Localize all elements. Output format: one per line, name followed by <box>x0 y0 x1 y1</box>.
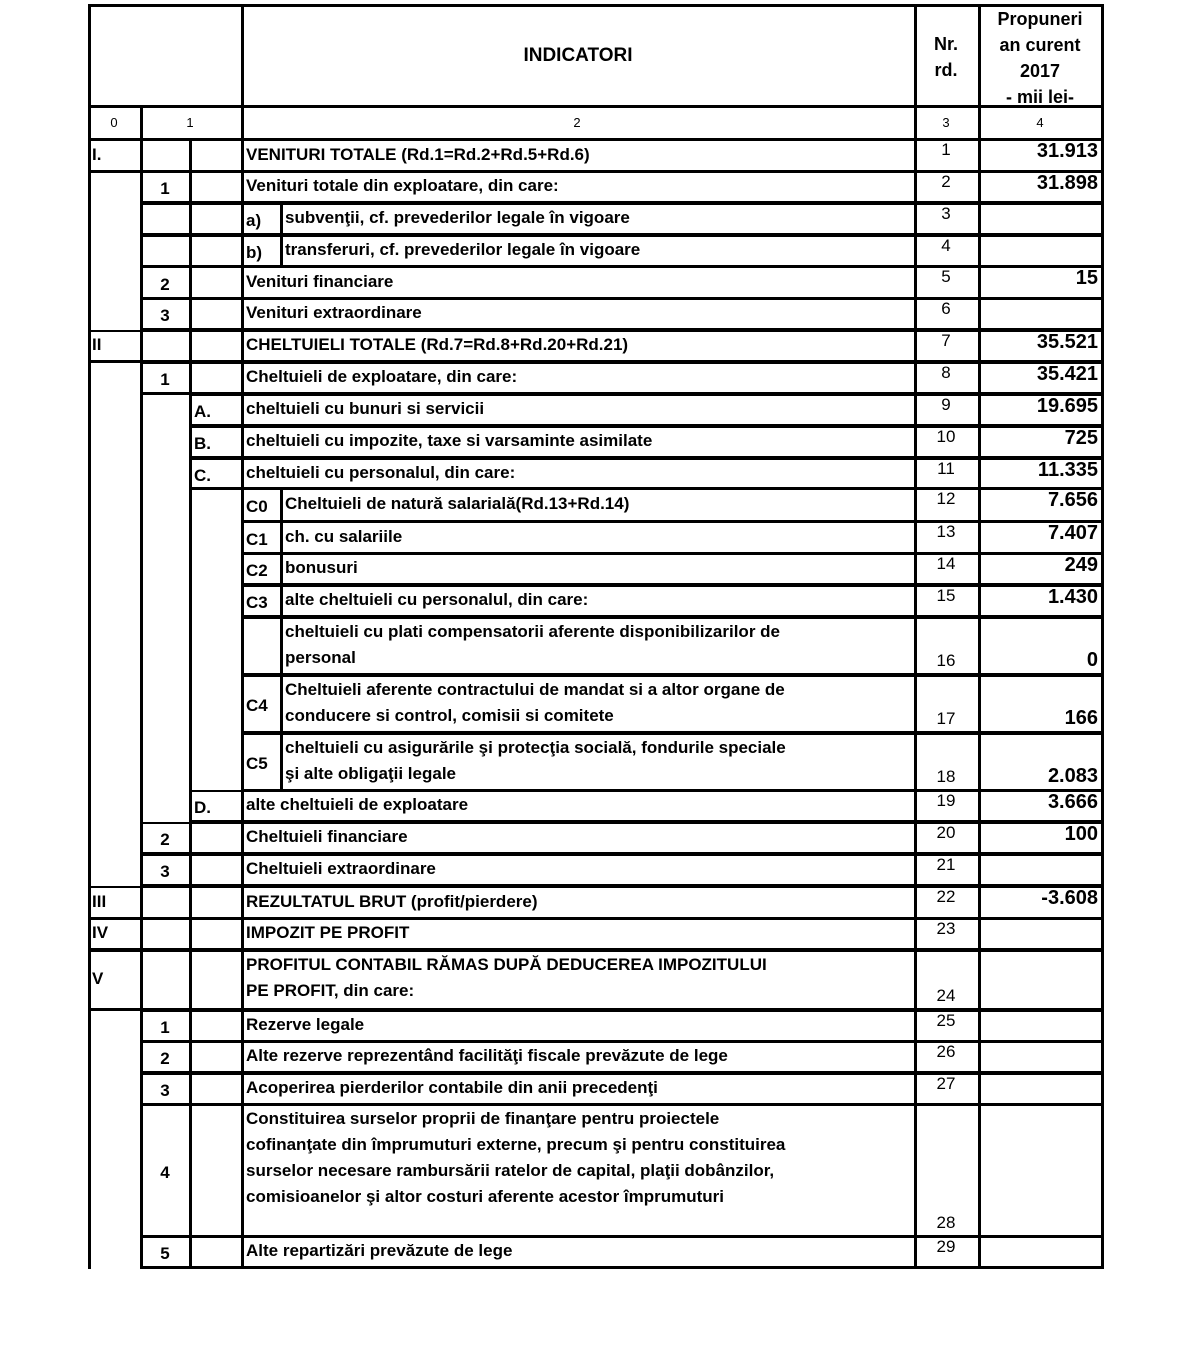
row-number: 8 <box>941 363 951 382</box>
column-number: 3 <box>942 115 950 130</box>
row-indicator-label: comisioanelor şi altor costuri aferente acestor împrumuturi <box>246 1187 725 1206</box>
grid-line <box>88 139 241 141</box>
row-category-code: D. <box>194 798 211 817</box>
column-number: 2 <box>573 115 581 130</box>
grid-line <box>189 330 192 363</box>
row-value: 35.521 <box>1036 331 1098 353</box>
row-indicator-label: Venituri extraordinare <box>246 303 422 322</box>
row-indicator-label: cheltuieli cu asigurările şi protecţia socială, fondurile speciale <box>285 738 786 757</box>
row-number: 13 <box>936 522 956 541</box>
grid-line <box>241 733 244 792</box>
grid-line <box>189 396 192 824</box>
row-number: 3 <box>941 204 951 223</box>
row-value: 7.656 <box>1047 489 1098 511</box>
row-number: 7 <box>941 331 951 350</box>
row-number: 15 <box>936 586 956 605</box>
row-number: 29 <box>936 1237 956 1256</box>
row-number: 27 <box>936 1074 956 1093</box>
grid-line <box>280 553 283 586</box>
row-value: 31.913 <box>1036 140 1098 162</box>
grid-line <box>189 203 192 236</box>
row-indicator-label: şi alte obligaţii legale <box>285 764 456 783</box>
grid-line <box>280 675 283 734</box>
row-category-code: a) <box>246 211 262 230</box>
row-indicator-label: cheltuieli cu plati compensatorii aferente disponibilizarilor de <box>285 622 780 641</box>
grid-line <box>241 488 244 523</box>
grid-line <box>88 886 241 888</box>
header-propuneri-line: 2017 <box>1019 61 1061 81</box>
row-indicator-label: Cheltuieli financiare <box>246 827 408 846</box>
row-number: 28 <box>936 1213 956 1232</box>
row-number: 24 <box>936 986 956 1005</box>
row-subsection-number: 2 <box>160 1049 170 1068</box>
grid-line <box>140 203 143 236</box>
row-indicator-label: VENITURI TOTALE (Rd.1=Rd.2+Rd.5+Rd.6) <box>246 145 590 164</box>
row-number: 1 <box>941 140 951 159</box>
grid-line <box>241 553 244 586</box>
row-number: 23 <box>936 919 956 938</box>
row-value: 31.898 <box>1036 172 1098 194</box>
grid-line <box>140 235 143 268</box>
grid-line <box>241 675 244 734</box>
grid-line <box>189 235 192 268</box>
grid-line <box>241 1104 1104 1106</box>
header-propuneri-line: - mii lei- <box>1005 87 1074 107</box>
grid-line <box>189 950 192 1011</box>
row-number: 20 <box>936 823 956 842</box>
row-category-code: C5 <box>246 754 268 773</box>
row-number: 22 <box>936 887 956 906</box>
row-value: 249 <box>1064 554 1098 576</box>
column-number: 0 <box>110 115 118 130</box>
row-category-code: C2 <box>246 561 268 580</box>
row-value: 725 <box>1064 427 1098 449</box>
grid-line <box>140 139 143 173</box>
row-indicator-label: cheltuieli cu personalul, din care: <box>246 463 516 482</box>
row-indicator-label: Rezerve legale <box>246 1015 365 1034</box>
row-indicator-label: REZULTATUL BRUT (profit/pierdere) <box>246 892 538 911</box>
grid-line <box>241 617 244 676</box>
row-roman-numeral: II <box>92 335 102 354</box>
row-indicator-label: cheltuieli cu bunuri si servicii <box>246 399 485 418</box>
row-value: 19.695 <box>1036 395 1098 417</box>
row-indicator-label: CHELTUIELI TOTALE (Rd.7=Rd.8+Rd.20+Rd.21) <box>246 335 629 354</box>
row-subsection-number: 4 <box>160 1163 170 1182</box>
row-category-code: C4 <box>246 696 268 715</box>
row-indicator-label: PE PROFIT, din care: <box>246 981 415 1000</box>
row-subsection-number: 2 <box>160 830 170 849</box>
column-number: 4 <box>1036 115 1044 130</box>
grid-line <box>280 585 283 618</box>
grid-line <box>241 426 244 459</box>
row-indicator-label: cofinanţate din împrumuturi externe, precum şi pentru constituirea <box>246 1135 786 1154</box>
grid-line <box>280 488 283 523</box>
header-propuneri-line: Propuneri <box>997 9 1083 29</box>
grid-line <box>189 426 241 428</box>
row-number: 12 <box>936 489 956 508</box>
row-indicator-label: personal <box>285 648 356 667</box>
grid-line <box>241 458 244 490</box>
row-category-code: C1 <box>246 530 268 549</box>
row-number: 2 <box>941 172 951 191</box>
row-indicator-label: alte cheltuieli cu personalul, din care: <box>285 590 589 609</box>
row-indicator-label: conducere si control, comisii si comitete <box>285 706 614 725</box>
grid-line <box>241 886 244 920</box>
grid-line <box>241 235 244 268</box>
grid-line <box>280 203 283 236</box>
grid-line <box>241 203 244 236</box>
row-value: 166 <box>1064 707 1098 729</box>
row-number: 4 <box>941 236 951 255</box>
header-nr-rd-line1: Nr. <box>933 34 958 54</box>
grid-line <box>241 521 244 555</box>
row-category-code: C3 <box>246 593 268 612</box>
row-value: 15 <box>1075 267 1098 289</box>
row-number: 6 <box>941 299 951 318</box>
row-number: 26 <box>936 1042 956 1061</box>
row-number: 9 <box>941 395 951 414</box>
row-value: 35.421 <box>1036 363 1098 385</box>
row-indicator-label: Alte rezerve reprezentând facilităţi fiscale prevăzute de lege <box>246 1046 728 1065</box>
row-subsection-number: 3 <box>160 862 170 881</box>
row-indicator-label: Venituri financiare <box>246 272 394 291</box>
header-nr-rd-line2: rd. <box>934 60 958 80</box>
column-number: 1 <box>186 115 194 130</box>
row-number: 25 <box>936 1011 956 1030</box>
row-roman-numeral: V <box>92 969 104 988</box>
row-number: 11 <box>937 459 955 478</box>
row-indicator-label: Cheltuieli aferente contractului de mandat si a altor organe de <box>285 680 785 699</box>
row-indicator-label: alte cheltuieli de exploatare <box>246 795 469 814</box>
row-value: 0 <box>1086 649 1098 671</box>
row-subsection-number: 3 <box>160 306 170 325</box>
grid-line <box>241 585 244 618</box>
grid-line <box>241 394 244 427</box>
grid-line <box>241 617 1104 619</box>
row-roman-numeral: I. <box>92 145 102 164</box>
grid-line <box>241 950 1104 952</box>
grid-line <box>189 394 241 396</box>
grid-line <box>241 675 1104 677</box>
row-indicator-label: subvenţii, cf. prevederilor legale în vigoare <box>285 208 630 227</box>
row-value: 1.430 <box>1047 586 1098 608</box>
row-subsection-number: 1 <box>160 179 170 198</box>
grid-line <box>280 521 283 555</box>
grid-line <box>140 330 143 363</box>
row-roman-numeral: III <box>92 892 107 911</box>
row-number: 10 <box>936 427 956 446</box>
row-indicator-label: Acoperirea pierderilor contabile din anii precedenţi <box>246 1078 658 1097</box>
row-value: 11.335 <box>1037 459 1098 481</box>
row-indicator-label: bonusuri <box>285 558 358 577</box>
row-number: 17 <box>936 709 956 728</box>
row-indicator-label: Cheltuieli de natură salarială(Rd.13+Rd.14) <box>285 494 630 513</box>
grid-line <box>88 918 241 920</box>
grid-line <box>280 617 283 676</box>
header-propuneri-line: an curent <box>999 35 1081 55</box>
row-value: 3.666 <box>1047 791 1098 813</box>
grid-line <box>189 458 241 460</box>
grid-line <box>189 139 192 173</box>
grid-line <box>189 918 192 951</box>
row-subsection-number: 3 <box>160 1081 170 1100</box>
row-number: 16 <box>936 651 956 670</box>
row-indicator-label: IMPOZIT PE PROFIT <box>246 923 410 942</box>
row-category-code: A. <box>194 402 211 421</box>
grid-line <box>241 790 244 823</box>
row-category-code: b) <box>246 243 263 262</box>
row-indicator-label: Venituri totale din exploatare, din care: <box>246 176 559 195</box>
grid-line <box>241 918 244 951</box>
row-subsection-number: 5 <box>160 1244 170 1263</box>
grid-line <box>280 733 283 792</box>
row-number: 18 <box>936 767 956 786</box>
grid-line <box>189 487 241 490</box>
row-indicator-label: ch. cu salariile <box>285 527 403 546</box>
row-roman-numeral: IV <box>92 923 109 942</box>
row-value: -3.608 <box>1041 887 1098 909</box>
header-indicatori: INDICATORI <box>523 45 633 66</box>
row-indicator-label: Cheltuieli extraordinare <box>246 859 436 878</box>
grid-line <box>241 733 1104 735</box>
row-indicator-label: PROFITUL CONTABIL RĂMAS DUPĂ DEDUCEREA IMPOZITULUI <box>246 955 767 974</box>
grid-line <box>280 235 283 268</box>
grid-line <box>241 139 244 173</box>
grid-line <box>241 1266 1104 1269</box>
row-category-code: C. <box>194 466 211 485</box>
row-subsection-number: 2 <box>160 275 170 294</box>
row-value: 100 <box>1064 823 1098 845</box>
row-number: 19 <box>936 791 956 810</box>
grid-line <box>241 330 244 363</box>
grid-line <box>241 950 244 1011</box>
row-number: 14 <box>936 554 956 573</box>
row-number: 5 <box>941 267 951 286</box>
row-subsection-number: 1 <box>160 370 170 389</box>
grid-line <box>140 364 143 1269</box>
grid-line <box>189 790 241 792</box>
grid-line <box>88 141 91 1269</box>
row-category-code: B. <box>194 434 211 453</box>
row-category-code: C0 <box>246 497 268 516</box>
row-indicator-label: cheltuieli cu impozite, taxe si varsaminte asimilate <box>246 431 653 450</box>
row-indicator-label: Cheltuieli de exploatare, din care: <box>246 367 518 386</box>
row-value: 7.407 <box>1047 522 1098 544</box>
row-number: 21 <box>936 855 956 874</box>
grid-line <box>88 330 241 332</box>
row-indicator-label: transferuri, cf. prevederilor legale în vigoare <box>285 240 641 259</box>
row-value: 2.083 <box>1047 765 1098 787</box>
row-indicator-label: Alte repartizări prevăzute de lege <box>246 1241 513 1260</box>
grid-line <box>88 950 241 952</box>
row-indicator-label: surselor necesare rambursării ratelor de capital, plaţii dobânzilor, <box>246 1161 775 1180</box>
row-subsection-number: 1 <box>160 1018 170 1037</box>
grid-line <box>189 886 192 920</box>
row-indicator-label: Constituirea surselor proprii de finanţare pentru proiectele <box>246 1109 720 1128</box>
